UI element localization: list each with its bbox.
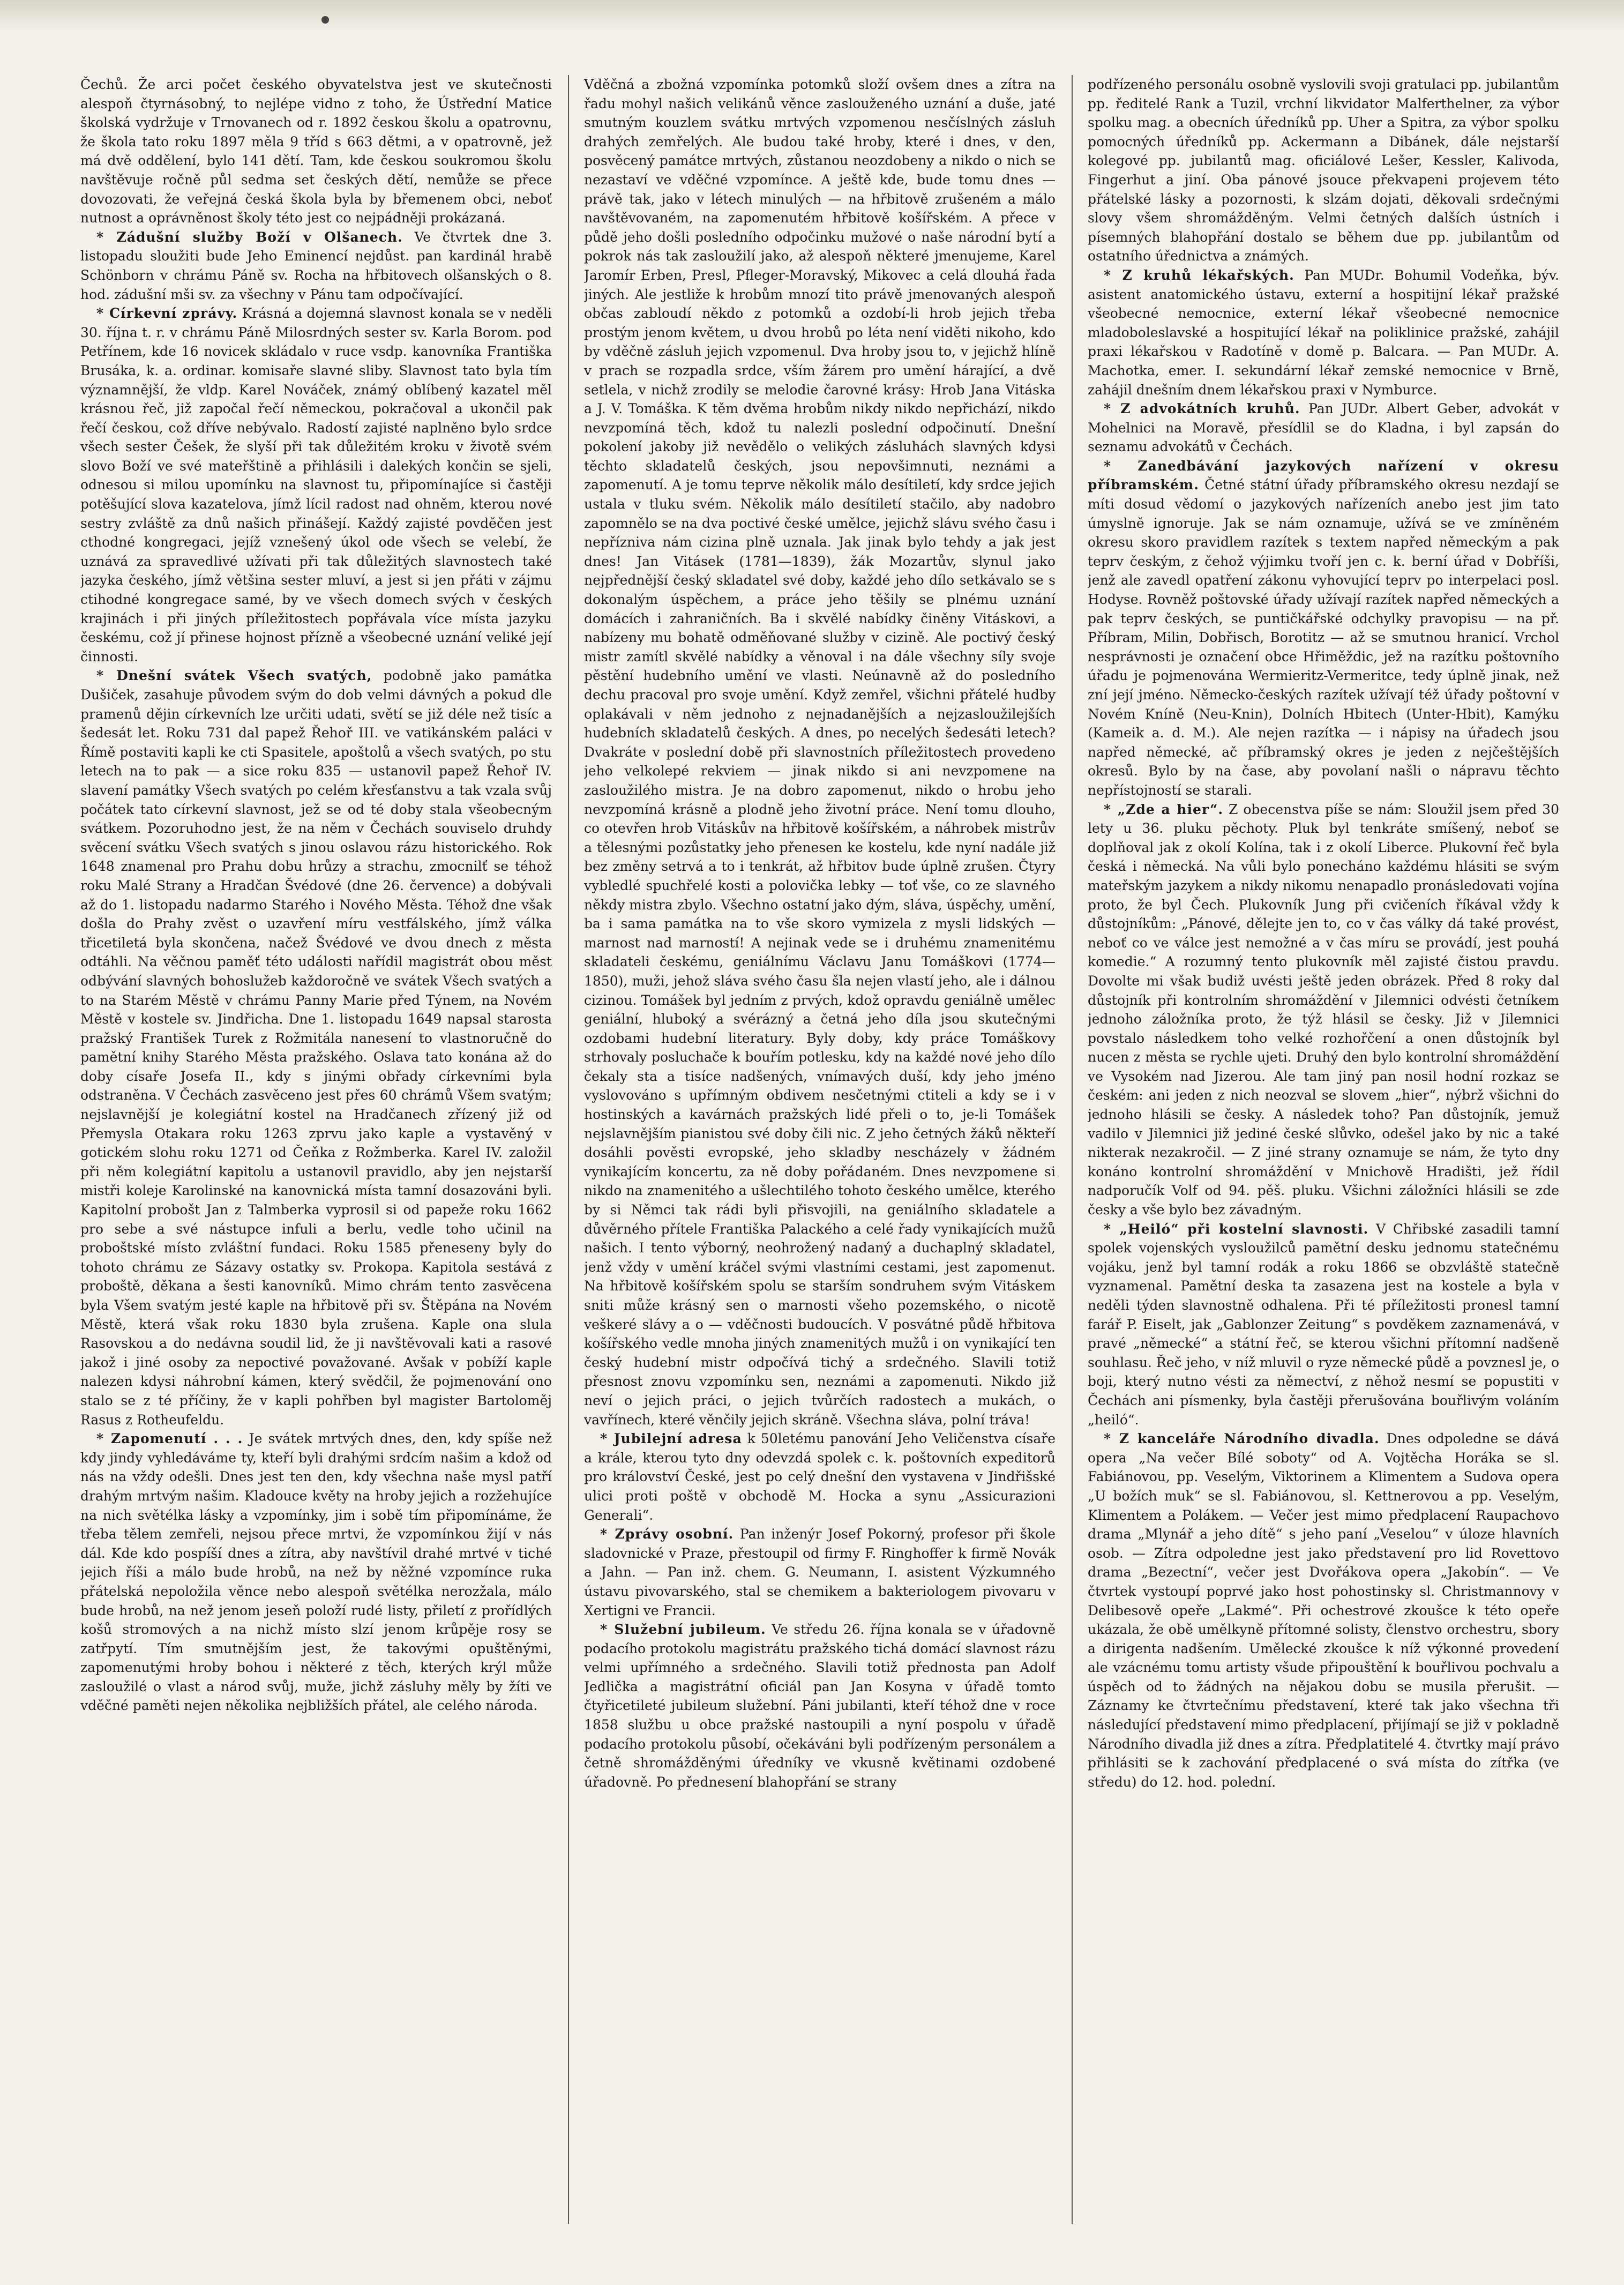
newspaper-page	[80, 75, 1559, 2224]
column-2	[584, 75, 1056, 2224]
article-paragraph	[80, 228, 552, 304]
article-body: Dnes odpoledne se dává opera „Na večer Bílé soboty“ od A. Vojtěcha Horáka se sl. Fabiánovou, pp. Veselým, Viktorinem a Klimentem a Sudova opera „U božích muk“ se sl. Fabiánovou, sl. Kettnerovou a pp. Veselým, Klimentem a Polákem. — Večer jest mimo předplacení Raupachovo drama „Mlynář a jeho dítě“ s jeho paní „Veselou“ v úloze hlavních osob. — Zítra odpoledne jest jako představení pro lid Rovettovo drama „Bezectní“, večer jest Dvořákova opera „Jakobín“. — Ve čtvrtek vystoupí poprvé jako host pohostinsky sl. Christmannovy v Delibesově opeře „Lakmé“. Při ochestrové zkoušce k této opeře ukázala, že obě umělkyně přítomné solisty, členstvo orchestru, sbory a dirigenta nadšením. Umělecké zkoušce k níž výkonné provedení ale vzácnému tomu artisty všude připouštění k bouřlivou pochvalu a úspěch od to žádných na nějakou dobu se musila přerušit. — Záznamy ke čtvrtečnímu představení, které tak jako všechna tři následující představení mimo předplacení, přijímají se již v pokladně Národního divadla již dnes a zítra. Předplatitelé 4. čtvrtky mají právo přihlásiti se k zachování předplacené o svá místa do zítřka (ve středu) do 12. hod. polední.	[1088, 1431, 1559, 1790]
article-heading: * Jubilejní adresa	[600, 1431, 742, 1447]
column-1	[80, 75, 552, 2224]
article-paragraph	[1088, 1429, 1559, 1791]
column-divider	[568, 75, 569, 2224]
article-body: Pan MUDr. Bohumil Vodeňka, býv. asistent anatomického ústavu, externí a hospitijní lékař pražské všeobecné nemocnice, externí lékař všeobecné nemocnice mladoboleslavské a hospitující lékař na poliklinice pražské, zahájil praxi lékařskou v Radotíně v domě p. Balcara. — Pan MUDr. A. Machotka, emer. I. sekundární lékař zemské nemocnice v Brně, zahájil dnešním dnem lékařskou praxi v Nymburce.	[1088, 267, 1559, 398]
article-paragraph	[1088, 457, 1559, 800]
article-heading: * Dnešní svátek Všech svatých,	[96, 668, 372, 684]
article-heading: * Z kanceláře Národního divadla.	[1104, 1431, 1380, 1447]
article-body: k 50letému panování Jeho Veličenstva císaře a krále, kterou tyto dny odevzdá spolek c. k. poštovních expeditorů pro království České, jest po celý dnešní den vystavena v Jindřišské ulici proti poště v obchodě M. Hocka a synu „Assicurazioni Generali“.	[584, 1431, 1056, 1523]
continued-text	[584, 75, 1056, 1429]
article-body: Četné státní úřady příbramského okresu nezdají se míti dosud vědomí o jazykových nařízeních anebo jest jim tato úmyslně ignoruje. Jak se nám oznamuje, užívá se ve zmíněném okresu skoro pravidlem razítek s textem napřed německým a pak teprv českým, z čehož výjimku tvoří jen c. k. berní úřad v Dobříši, jenž ale zavedl opatření zákonu vyhovující teprv po interpelaci posl. Hodyse. Rovněž poštovské úřady užívají razítek napřed německých a pak teprv českých, se puntičkářské odchylky pravopisu — na př. Příbram, Milin, Dobřisch, Borotitz — až se smutnou hranicí. Vrchol nesprávnosti je označení obce Hřiměždic, jež na razítku poštovního úřadu je pojmenována Wermieritz-Vermeritce, tedy úplně jinak, než zní její jméno. Německo-českých razítek užívají též úřady poštovní v Novém Kníně (Neu-Knin), Dolních Hbitech (Unter-Hbit), Kamýku (Kameik a. d. M.). Ale nejen razítka — i nápisy na úřadech jsou napřed německé, ač příbramský okres je jeden z nejčeštějších okresů. Bylo by na čase, aby povolaní našli o nápravu těchto nepřístojností se starali.	[1088, 477, 1559, 798]
article-paragraph	[1088, 800, 1559, 1220]
article-body: Ve čtvrtek dne 3. listopadu sloužiti bude Jeho Eminencí nejdůst. pan kardinál hrabě Schönborn v chrámu Páně sv. Rocha na hřbitovech olšanských o 8. hod. zádušní mši sv. za všechny v Pánu tam odpočívající.	[80, 229, 552, 302]
article-paragraph	[584, 1620, 1056, 1791]
page-top-edge	[0, 0, 1624, 32]
article-body: Ve středu 26. října konala se v úřadovně podacího protokolu magistrátu pražského tichá domácí slavnost rázu velmi upřímného a srdečného. Slavili totiž přednosta pan Adolf Jedlička a magistrátní oficiál pan Jan Kosyna v úřadě tomto čtyřicetileté jubileum služební. Páni jubilanti, kteří téhož dne v roce 1858 službu u obce pražské nastoupili a nyní pospolu v úřadě podacího protokolu působí, očekáváni byli podřízeným personálem a četně shromážděnými úředníky ve vkusně květinami ozdobené úřadovně. Po přednesení blahopřání se strany	[584, 1622, 1056, 1790]
article-body: Je svátek mrtvých dnes, den, kdy spíše než kdy jindy vyhledáváme ty, kteří byli drahými srdcím našim a kdož od nás na vždy odešli. Dnes jest ten den, kdy všechna naše mysl patří drahým mrtvým našim. Kladouce květy na hroby jejich a rozžehujíce na nich světélka lásky a vzpomínky, jim i sobě tím připomínáme, že třeba tělem zemřeli, nejsou přece mrtvi, že vzpomínkou žijí v nás dál. Kde kdo pospíší dnes a zítra, aby navštívil drahé mrtvé v tiché jejich říši a málo bude hrobů, na než by něžné vzpomínce ruka přátelská nepoložila věnce nebo alespoň světélka nerozžala, málo bude hrobů, na než jenom jeseň položí rudé listy, přiletí z prořídlých košů stromových a na nichž místo slzí jenom krůpěje rosy se zatřpytí. Tím smutnějším jest, že takovými opuštěnými, zapomenutými hroby bohou i některé z těch, kterých krýl může zasloužilé o vlast a národ svůj, muže, jichž zásluhy měly by žíti ve vděčné paměti nejen několika nejbližších přátel, ale celého národa.	[80, 1431, 552, 1714]
article-body: V Chřibské zasadili tamní spolek vojenských vysloužilců pamětní desku jednomu statečnému vojáku, jenž byl tamní rodák a roku 1866 se obzvláště statečně vyznamenal. Pamětní deska ta zasazena jest na kostele a byla v neděli týden slavnostně odhalena. Při té příležitosti pronesl tamní farář P. Eiselt, jak „Gablonzer Zeitung“ s povděkem zaznamenává, v pravé „německé“ a státní řeč, se kterou všichni přítomní nadšeně souhlasu. Řeč jeho, v níž mluvil o ryze německé půdě a povznesl je, o boji, který nutno vésti za němectví, z něhož nesmí se popustiti v Čechách ani písmenky, byla častěji přerušována bouřlivým voláním „heiló“.	[1088, 1221, 1559, 1428]
article-body: Čechů. Že arci počet českého obyvatelstva jest ve skutečnosti alespoň čtyrnásobný, to nejlépe vidno z toho, že Ústřední Matice školská vydržuje v Trnovanech od r. 1892 českou školu a opatrovnu, že škola tato roku 1897 měla 9 tříd s 663 dětmi, a v opatrovně, jež má dvě oddělení, bylo 141 dětí. Tam, kde českou soukromou školu navštěvuje ročně půl sedma set českých dětí, nemůže se přece dovozovati, že veřejná česká škola byla by břemenem obci, neboť nutnost a oprávněnost školy této jest co nejpádněji prokázaná.	[80, 77, 552, 226]
article-heading: * Zapomenutí . . .	[96, 1431, 243, 1447]
article-body: Pan inženýr Josef Pokorný, profesor při škole sladovnické v Praze, přestoupil od firmy F. Ringhoffer k firmě Novák a Jahn. — Pan inž. chem. G. Neumann, I. asistent Výzkumného ústavu pivovarského, stal se chemikem a bakteriologem pivovaru v Xertigni ve Francii.	[584, 1526, 1056, 1618]
article-heading: * Církevní zprávy.	[96, 305, 238, 322]
article-paragraph	[584, 1429, 1056, 1525]
column-divider	[1072, 75, 1073, 2224]
article-body: Pan JUDr. Albert Geber, advokát v Mohelnici na Moravě, přesídlil se do Kladna, i byl zapsán do seznamu advokátů v Čechách.	[1088, 401, 1559, 455]
article-heading: * „Heiló“ při kostelní slavnosti.	[1104, 1221, 1369, 1237]
article-paragraph	[80, 1429, 552, 1715]
article-heading: * Zádušní služby Boží v Olšanech.	[96, 229, 403, 245]
article-body: podřízeného personálu osobně vyslovili svoji gratulaci pp. jubilantům pp. ředitelé Rank a Tuzil, vrchní likvidator Malferthelner, za výbor spolku mag. a obecních úředníků pp. Uher a Spitra, za výbor spolku pomocných úředníků pp. Ackermann a Dibánek, dále nejstarší kolegové pp. jubilantů mag. oficiálové Lešer, Kessler, Kalivoda, Fingerhut a jiní. Oba pánové jsouce překvapeni projevem této přátelské lásky a pozornosti, k slzám dojati, děkovali srdečnými slovy všem shromážděným. Velmi četných dalších ústních i písemných blahopřání dostalo se během due pp. jubilantům od ostatního úřednictva a známých.	[1088, 77, 1559, 264]
article-body: Krásná a dojemná slavnost konala se v neděli 30. října t. r. v chrámu Páně Milosrdných sester sv. Karla Borom. pod Petřínem, kde 16 novicek skládalo v ruce vsdp. kanovníka Františka Brusáka, k. a. ordinar. komisaře slavné sliby. Slavnost tato byla tím významnější, že vldp. Karel Nováček, známý oblíbený kazatel měl krásnou řeč, již započal řečí německou, pokračoval a ukončil pak řečí českou, což dříve nebývalo. Radostí zajisté naplněno bylo srdce všech sester Češek, že slyší při tak důležitém kroku v životě svém slovo Boží ve své mateřštině a přihlásili i dalekých končin se sjeli, odnesou si milou upomínku na slavnost tu, připomínajíce si častěji potěšující slova kazatelova, jímž lícil radost nad ohněm, kterou nové sestry zvláště za dnů našich přinášejí. Každý zajisté povděčen jest cthodné kongregaci, jejíž vznešený úkol ode všech se velebí, že uznává za spravedlivé užívati při tak důležitých slavnostech také jazyka českého, jímž většina sester mluví, a jest si jen přáti v zájmu ctihodné kongregace samé, by ve všech domech svých v českých krajinách i při jiných příležitostech popřávala více místa jazyku českému, což jí přinese hojnost přízně a všeobecné uznání veliké její činnosti.	[80, 305, 552, 664]
article-paragraph	[1088, 1220, 1559, 1430]
punch-hole	[321, 16, 329, 24]
article-heading: * Zprávy osobní.	[600, 1526, 734, 1542]
article-paragraph	[80, 304, 552, 666]
continued-text	[80, 75, 552, 228]
article-heading: * Služební jubileum.	[600, 1622, 766, 1638]
article-paragraph	[1088, 266, 1559, 399]
article-body: podobně jako památka Dušiček, zasahuje původem svým do dob velmi dávných a pokud dle pramenů dějin církevních lze určiti udati, světí se již déle než tisíc a šedesát let. Roku 731 dal papež Řehoř III. ve vatikánském paláci v Římě postaviti kapli ke cti Spasitele, apoštolů a všech svatých, po stu letech na to pak — a sice roku 835 — ustanovil papež Řehoř IV. slavení památky Všech svatých po celém křesťanstvu a tak vzala svůj počátek tato církevní slavnost, jež se od té doby stala všeobecným svátkem. Pozoruhodno jest, že na něm v Čechách souviselo druhdy svěcení svátku Všech svatých s jinou oslavou rázu historického. Rok 1648 znamenal pro Prahu dobu hrůzy a strachu, zmocnilť se téhož roku Malé Strany a Hradčan Švédové (dne 26. července) a dobývali až do 1. listopadu nadarmo Starého i Nového Města. Téhož dne však došla do Prahy zvěst o uzavření míru vestfálského, jímž válka třicetiletá byla skončena, načež Švédové ve dvou dnech z města odtáhli. Na věčnou paměť této události nařídil magistrát obou měst odbývání slavných bohoslužeb každoročně ve svátek Všech svatých a to na Starém Městě v chrámu Panny Marie před Týnem, na Novém Městě v kostele sv. Jindřicha. Dne 1. listopadu 1649 napsal starosta pražský František Turek z Rožmitála nanesení to vlastnoručně do pamětní knihy Starého Města pražského. Oslava tato konána až do doby císaře Josefa II., kdy s jinými obřady církevními byla odstraněna. V Čechách zasvěceno jest přes 60 chrámů Všem svatým; nejslavnější je kolegiátní kostel na Hradčanech zřízený již od Přemysla Otakara roku 1263 zprvu jako kaple a vystavěný v gotickém slohu roku 1271 od Čeňka z Rožmberka. Karel IV. založil při něm kolegiátní kapitolu a ustanovil pravidlo, aby jen nejstarší mistři koleje Karolinské na kanovnická místa tamní dosazováni byli. Kapitolní probošt Jan z Talmberka vyprosil si od papeže roku 1662 pro sebe a své nástupce infuli a berlu, vedle toho učinil na proboštské místo zvláštní fundaci. Roku 1585 přeneseny byly do tohoto chrámu ze Sázavy ostatky sv. Prokopa. Kapitola sestává z proboště, děkana a šesti kanovníků. Mimo chrám tento zasvěcena byla Všem svatým jesté kaple na hřbitově při sv. Štěpána na Novém Městě, která však roku 1830 byla zrušena. Kaple ona slula Rasovskou a do nedávna soudil lid, že ji navštěvovali kati a rasové jakož i jiné osoby za nepoctivé považované. Avšak v pobíží kaple nalezen kdysi náhrobní kámen, který svědčil, že pojmenování ono stalo se z té příčiny, že v kapli pohřben byl magister Bartoloměj Rasus z Rotheufeldu.	[80, 668, 552, 1428]
article-body: Vděčná a zbožná vzpomínka potomků složí ovšem dnes a zítra na řadu mohyl našich velikánů věnce zaslouženého uznání a duše, jaté smutným kouzlem svátku mrtvých vzpomenou nesčíslných zásluh drahých zemřelých. Ale budou také hroby, které i dnes, v den, posvěcený památce mrtvých, zůstanou neozdobeny a nikdo o nich se nezastaví ve vděčné vzpomínce. A ještě kde, bude tomu dnes — právě tak, jako v létech minulých — na hřbitově zrušeném a málo navštěvovaném, na zapomenutém hřbitově košířském. A přece v půdě jeho došli posledního odpočinku mužové o naše národní bytí a pokrok nás tak zasloužilí jako, až alespoň některé jmenujeme, Karel Jaromír Erben, Presl, Pfleger-Moravský, Mikovec a celá dlouhá řada jiných. Ale jestliže k hrobům mnozí tito právě jmenovaných alespoň občas zabloudí někdo z potomků a ozdobí-li hrob jejich třeba prostým jenom květem, u dvou hrobů po léta není viděti nikoho, kdo by vděčně zásluh jejich vzpomenul. Dva hroby jsou to, v jejichž hlíně v prach se rozpadla srdce, vším žárem pro umění hárající, a dvě setlela, v nichž zrodily se melodie čarovné krásy: Hrob Jana Vitáska a J. V. Tomáška. K těm dvěma hrobům nikdy nikdo nepřichází, nikdo nevzpomíná těch, kdož tu nalezli poslední odpočinutí. Dnešní pokolení jakoby již nevědělo o velikých zásluhách slavných kdysi těchto skladatelů českých, jsou nepovšimnuti, neznámi a zapomenutí. A je tomu teprve několik málo desítiletí, kdy srdce jejich ustala v tluku svém. Několik málo desítiletí stačilo, aby nadobro zapomnělo se na dva poctivé české umělce, jejichž slávu svého času i nepřízniva nám cizina plně uznala. Jak jinak bylo tehdy a jak jest dnes! Jan Vitásek (1781—1839), žák Mozartův, slynul jako nejpřednější český skladatel své doby, každé jeho dílo setkávalo se s dokonalým úspěchem, a práce jeho těšily se plnému uznání domácích i zahraničních. Ba i skvělé nabídky činěny Vitáskovi, a nabízeny mu bohatě odměňované služby v cizině. Ale poctivý český mistr zamítl skvělé nabídky a věnoval i na dále všechny síly svoje pěstění hudebního umění ve vlasti. Neúnavně až do posledního dechu pracoval pro svoje umění. Když zemřel, všichni přátelé hudby oplakávali v něm jednoho z nejnadanějších a nejzasloužilejších hudebních skladatelů českých. A dnes, po necelých šedesáti letech? Dvakráte v poslední době při slavnostních příležitostech provedeno jeho velkolepé rekviem — jinak nikdo si ani nevzpomene na zasloužilého mistra. Je na dobro zapomenut, nikdo o hrobu jeho nevzpomíná krásně a plodně jeho životní práce. Není tomu dlouho, co otevřen hrob Vitáskův na hřbitově košířském, a náhrobek mistrův a tělesnými pozůstatky jeho přenesen ke kostelu, kde nyní nadále již bez změny setrvá a to i tenkrát, až hřbitov bude úplně zrušen. Čtyry vybledlé spuchřelé kosti a polovička lebky — toť vše, co ze slavného někdy mistra zbylo. Všechno ostatní jako dým, sláva, úspěchy, umění, ba i sama památka na to vše skoro vymizela z mysli lidských — marnost nad marností! A nejinak vede se i druhému znamenitému skladateli českému, geniálnímu Václavu Janu Tomáškovi (1774—1850), muži, jehož sláva svého času šla nejen vlastí jeho, ale i dálnou cizinou. Tomášek byl jedním z prvých, kdož opravdu geniálně umělec geniální, hluboký a svérázný a četná jeho díla jsou skutečnými ozdobami hudební literatury. Byly doby, kdy práce Tomáškovy strhovaly posluchače k bouřím potlesku, kdy na každé nové jeho dílo čekaly sta a tisíce nadšených, vnímavých duší, kdy jeho jméno vyslovováno s upřímným obdivem nesčetnými ctiteli a kdy se i v hostinských a kavárnách pražských lidé přeli o to, je-li Tomášek nejslavnějším pianistou své doby čili nic. Z jeho četných žáků někteří dosáhli pověsti evropské, jeho skladby nescházely v žádném vynikajícím koncertu, za ně doby pořádaném. Dnes nevzpomene si nikdo na znamenitého a ušlechtilého tohoto českého umělce, kterého by si Němci tak rádi byli přisvojili, na geniálního skladatele a důvěrného přítele Františka Palackého a celé řady vynikajících mužů našich. I tento výborný, neohrožený nadaný a duchaplný skladatel, jenž vždy v umění kráčel svými vlastními cestami, jest zapomenut. Na hřbitově košířském spolu se starším sondruhem svým Vitáskem sniti může krásný sen o marnosti všeho pozemského, o nicotě veškeré slávy a o — vděčnosti budoucích. V posvátné půdě hřbitova košířského vedle mnoha jiných znamenitých mužů i on vynikající ten český hudební mistr odpočívá tichý a srdečného. Slavili totiž přesnost znovu vzpomínku sen, neznámi a zapomenuti. Nikdo již neví o jejich práci, o jejich tvůrčích radostech a mukách, o vavřínech, které věnčily jejich skráně. Všechna sláva, polní tráva!	[584, 77, 1056, 1428]
continued-text	[1088, 75, 1559, 266]
column-3	[1088, 75, 1559, 2224]
article-paragraph	[80, 666, 552, 1429]
article-heading: * Zanedbávání jazykových nařízení v okresu příbramském.	[1088, 458, 1559, 493]
article-paragraph	[1088, 399, 1559, 457]
article-heading: * Z advokátních kruhů.	[1104, 401, 1300, 417]
article-body: Z obecenstva píše se nám: Sloužil jsem před 30 lety u 36. pluku pěchoty. Pluk byl tenkráte smíšený, neboť se doplňoval jak z okolí Kolína, tak i z okolí Liberce. Plukovní řeč byla česká i německá. Na vůli bylo ponecháno každému hlásiti se svým mateřským jazykem a nikdy nikomu nenapadlo pronásledovati vojína proto, že byl Čech. Plukovník Jung při cvičeních říkával vždy k důstojníkům: „Pánové, dělejte jen to, co v čas války dá také provést, neboť co ve válce jest nemožné a v čas míru se provádí, jest pouhá komedie.“ A rozumný tento plukovník měl zajisté čistou pravdu. Dovolte mi však budiž uvésti ještě jeden obrázek. Před 8 roky dal důstojník při kontrolním shromáždění v Jilemnici odvésti četníkem jednoho záložníka proto, že týž hlásil se česky. Již v Jilemnici povstalo následkem toho velké rozhořčení a onen důstojník byl nucen z města se rychle ujeti. Druhý den bylo kontrolní shromáždění ve Vysokém nad Jizerou. Ale tam jiný pan nosil hodní rozkaz se českém: ani jeden z nich neozval se slovem „hier“, nýbrž všichni do jednoho hlásili se česky. A následek toho? Pan důstojník, jemuž vadilo v Jilemnici již jediné české slůvko, odešel jako by nic a také nikterak nezakročil. — Z jiné strany oznamuje se nám, že tyto dny konáno kontrolní shromáždění v Mnichově Hradišti, jež řídil nadporučík Volf od 94. pěš. pluku. Všichni záložníci hlásili se zde česky a vše bylo bez závadným.	[1088, 801, 1559, 1218]
article-heading: * Z kruhů lékařských.	[1104, 267, 1294, 283]
article-heading: * „Zde a hier“.	[1104, 801, 1224, 817]
article-paragraph	[584, 1525, 1056, 1620]
